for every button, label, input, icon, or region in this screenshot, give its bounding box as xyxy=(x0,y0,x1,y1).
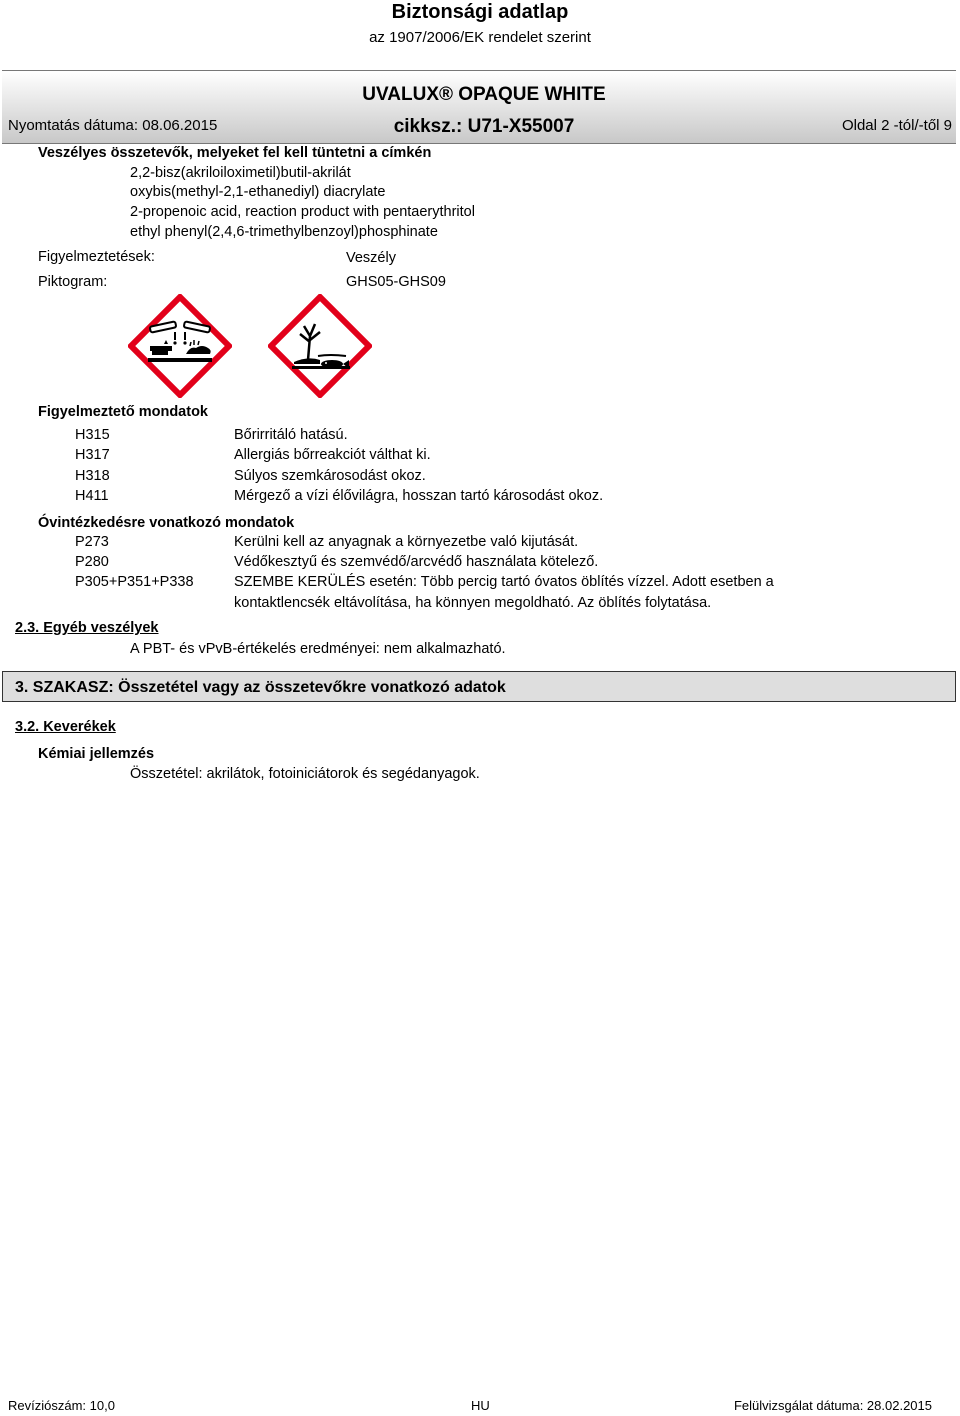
hazard-text: Bőrirritáló hatású. xyxy=(234,427,348,443)
other-hazards-text: A PBT- és vPvB-értékelés eredményei: nem alkalmazható. xyxy=(130,641,506,657)
hazard-code: H411 xyxy=(75,488,109,504)
pictogram-value: GHS05-GHS09 xyxy=(346,274,446,290)
document-subtitle: az 1907/2006/EK rendelet szerint xyxy=(369,29,591,46)
component-item: ethyl phenyl(2,4,6-trimethylbenzoyl)phosphinate xyxy=(130,224,438,240)
revision-number: Revíziószám: 10,0 xyxy=(8,1398,115,1413)
signal-word-label: Figyelmeztetések: xyxy=(38,249,155,265)
chemical-characterization-heading: Kémiai jellemzés xyxy=(38,746,155,762)
hazard-code: H317 xyxy=(75,447,110,463)
environment-icon xyxy=(268,294,372,398)
component-item: 2-propenoic acid, reaction product with pentaerythritol xyxy=(130,204,475,220)
hazardous-components-heading: Veszélyes összetevők, melyeket fel kell tüntetni a címkén xyxy=(38,145,432,161)
precaution-text-continued: kontaktlencsék eltávolítása, ha könnyen megoldható. Az öblítés folytatása. xyxy=(234,595,712,611)
signal-word-value: Veszély xyxy=(346,250,396,266)
corrosion-icon xyxy=(128,294,232,398)
hazard-text: Allergiás bőrreakciót válthat ki. xyxy=(234,447,431,463)
document-title: Biztonsági adatlap xyxy=(391,1,569,23)
hazard-statements-heading: Figyelmeztető mondatok xyxy=(38,404,208,420)
component-item: oxybis(methyl-2,1-ethanediyl) diacrylate xyxy=(130,184,386,200)
section-3-title: 3. SZAKASZ: Összetétel vagy az összetevőkre vonatkozó adatok xyxy=(15,679,506,696)
hazard-code: H318 xyxy=(75,468,110,484)
precaution-code: P273 xyxy=(75,534,109,550)
precautionary-statements-heading: Óvintézkedésre vonatkozó mondatok xyxy=(38,515,295,531)
hazard-text: Mérgező a vízi élővilágra, hosszan tartó károsodást okoz. xyxy=(234,488,604,504)
article-number: cikksz.: U71-X55007 xyxy=(393,116,575,137)
review-date: Felülvizsgálat dátuma: 28.02.2015 xyxy=(733,1398,932,1413)
mixtures-heading: 3.2. Keverékek xyxy=(15,719,116,735)
component-item: 2,2-bisz(akriloiloximetil)butil-akrilát xyxy=(130,165,351,181)
precaution-text: Védőkesztyű és szemvédő/arcvédő használata kötelező. xyxy=(234,554,599,570)
precaution-text: Kerülni kell az anyagnak a környezetbe való kijutását. xyxy=(234,534,579,550)
hazard-text: Súlyos szemkárosodást okoz. xyxy=(234,468,426,484)
precaution-code: P305+P351+P338 xyxy=(75,574,194,590)
pictogram-label: Piktogram: xyxy=(38,274,108,290)
chemical-characterization-text: Összetétel: akrilátok, fotoiniciátorok és segédanyagok. xyxy=(130,766,480,782)
hazard-code: H315 xyxy=(75,427,110,443)
print-date: Nyomtatás dátuma: 08.06.2015 xyxy=(8,117,218,134)
product-name: UVALUX® OPAQUE WHITE xyxy=(362,84,606,105)
precaution-text: SZEMBE KERÜLÉS esetén: Több percig tartó óvatos öblítés vízzel. Adott esetben a xyxy=(234,574,774,590)
language-code: HU xyxy=(471,1398,490,1413)
page-info: Oldal 2 -tól/-től 9 xyxy=(841,117,952,134)
other-hazards-heading: 2.3. Egyéb veszélyek xyxy=(15,620,159,636)
precaution-code: P280 xyxy=(75,554,109,570)
